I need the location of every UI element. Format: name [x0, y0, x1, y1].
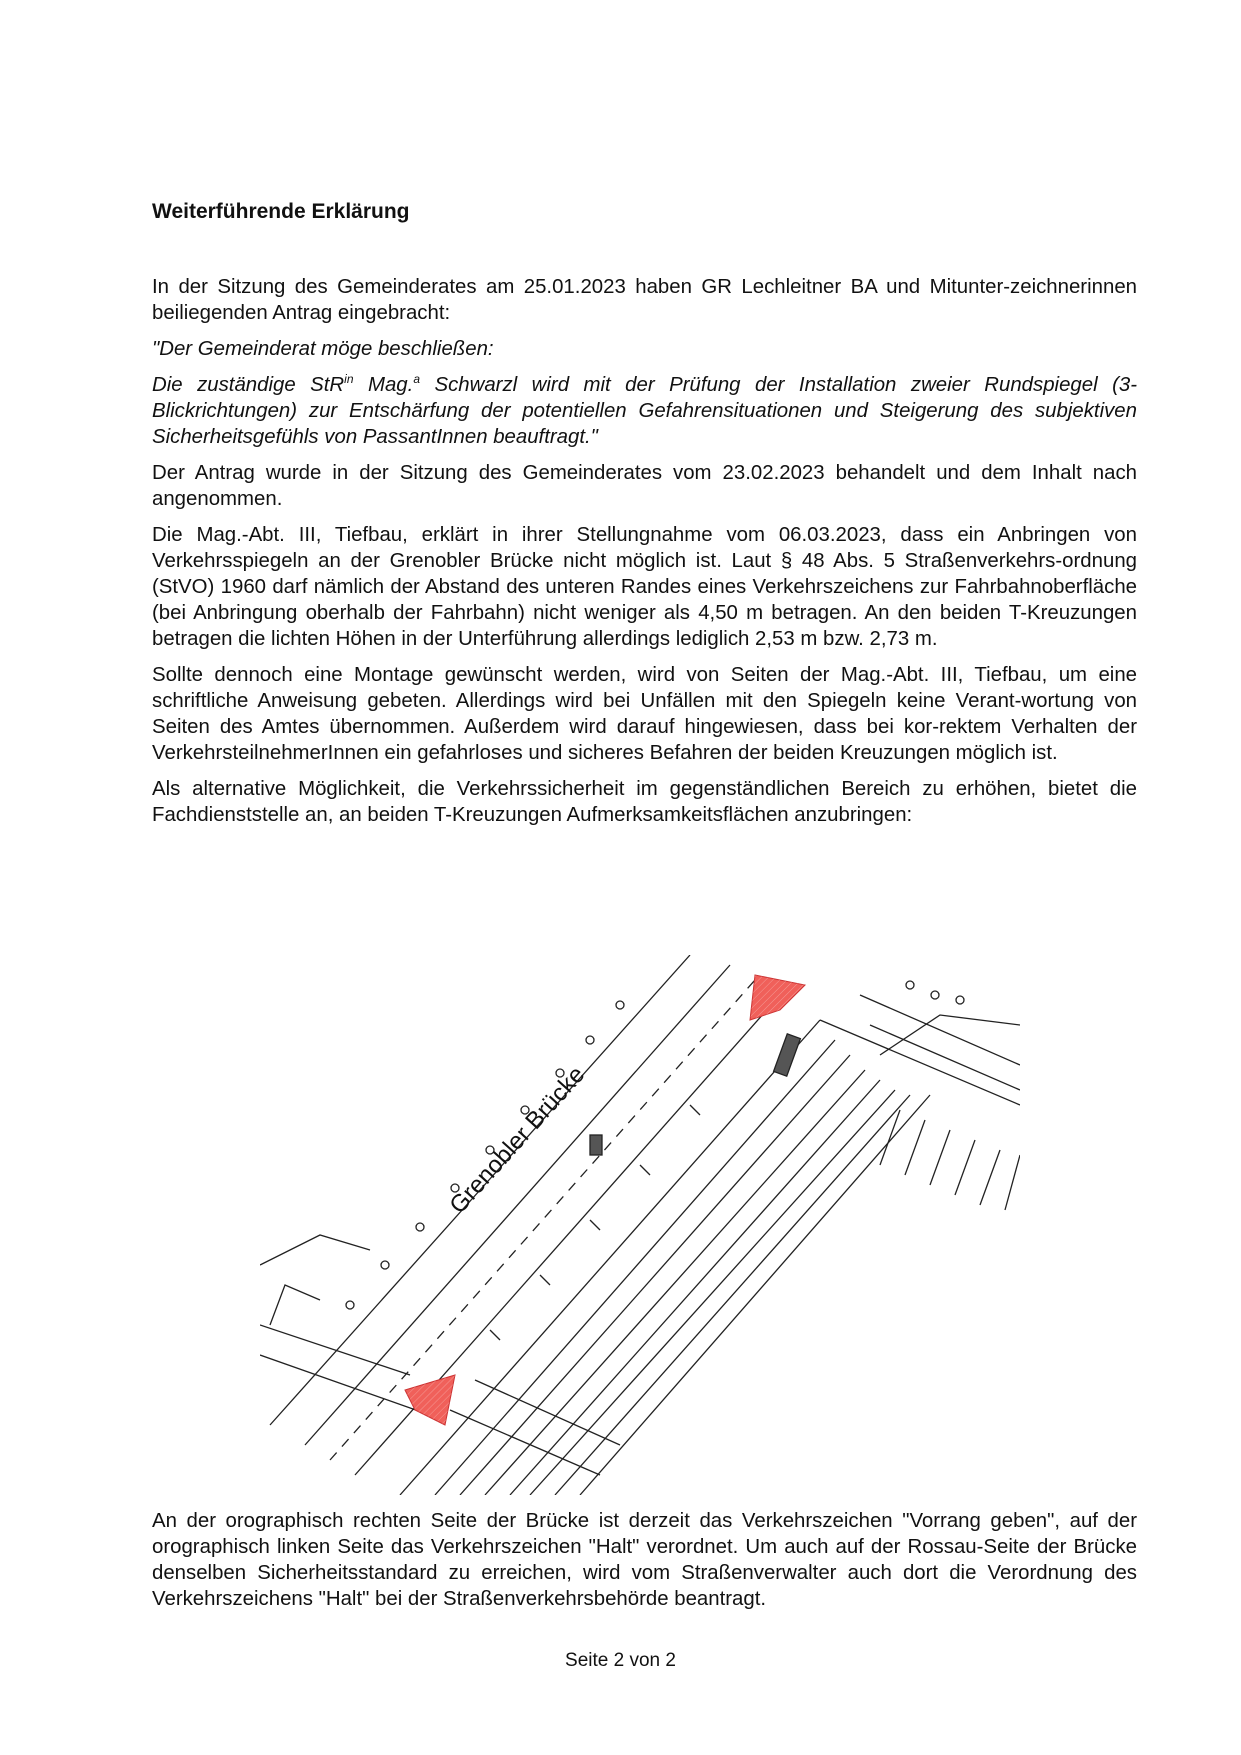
site-plan-drawing	[260, 955, 1020, 1495]
document-body-continued	[152, 1508, 1137, 1622]
street-label: Grenobler Brücke	[444, 1061, 591, 1220]
paragraph-alternative: Als alternative Möglichkeit, die Verkehrssicherheit im gegenständlichen Bereich zu erhöhen, bietet die Fachdienststelle an, an beiden T-Kreuzungen Aufmerksamkeitsflächen anzubringen:	[152, 778, 1137, 826]
paragraph-decision: Der Antrag wurde in der Sitzung des Gemeinderates vom 23.02.2023 behandelt und dem Inhalt nach angenommen.	[152, 462, 1137, 510]
document-body	[152, 200, 1137, 838]
page-number: Seite 2 von 2	[565, 1650, 676, 1671]
site-plan-figure	[260, 955, 1020, 1495]
paragraph-intro: In der Sitzung des Gemeinderates am 25.01.2023 haben GR Lechleitner BA und Mitunter-zeichnerinnen beiliegenden Antrag eingebracht:	[152, 276, 1137, 324]
paragraph-mounting: Sollte dennoch eine Montage gewünscht werden, wird von Seiten der Mag.-Abt. III, Tiefbau, um eine schriftliche Anweisung gebeten. Allerdings wird bei Unfällen mit den Spiegeln keine Verant-wortung von Seiten des Amtes übernommen. Außerdem wird darauf hingewiesen, dass bei kor-rektem Verhalten der VerkehrsteilnehmerInnen ein gefahrloses und sicheres Befahren der beiden Kreuzungen möglich ist.	[152, 664, 1137, 764]
section-heading: Weiterführende Erklärung	[152, 200, 410, 223]
paragraph-statement: Die Mag.-Abt. III, Tiefbau, erklärt in ihrer Stellungnahme vom 06.03.2023, dass ein Anbringen von Verkehrsspiegeln an der Grenobler Brücke nicht möglich ist. Laut § 48 Abs. 5 Straßenverkehrs-ordnung (StVO) 1960 darf nämlich der Abstand des unteren Randes eines Verkehrszeichens zur Fahrbahnoberfläche (bei Anbringung oberhalb der Fahrbahn) nicht weniger als 4,50 m betragen. An den beiden T-Kreuzungen betragen die lichten Höhen in der Unterführung allerdings lediglich 2,53 m bzw. 2,73 m.	[152, 524, 1137, 650]
quote-text: Die zuständige StR$^{in}$ Mag.$^a$ Schwarzl wird mit der Prüfung der Installation zweier Rundspiegel (3-Blickrichtungen) zur Entschärfung der potentiellen Gefahrensituationen und Steigerung des subjektiven Sicherheitsgefühls von PassantInnen beauftragt."	[152, 372, 1138, 448]
quote-intro: "Der Gemeinderat möge beschließen:	[152, 338, 494, 360]
paragraph-traffic-signs: An der orographisch rechten Seite der Brücke ist derzeit das Verkehrszeichen "Vorrang geben", auf der orographisch linken Seite das Verkehrszeichen "Halt" verordnet. Um auch auf der Rossau-Seite der Brücke denselben Sicherheitsstandard zu erreichen, wird vom Straßenverwalter auch dort die Verordnung des Verkehrszeichens "Halt" bei der Straßenverkehrsbehörde beantragt.	[152, 1510, 1137, 1610]
